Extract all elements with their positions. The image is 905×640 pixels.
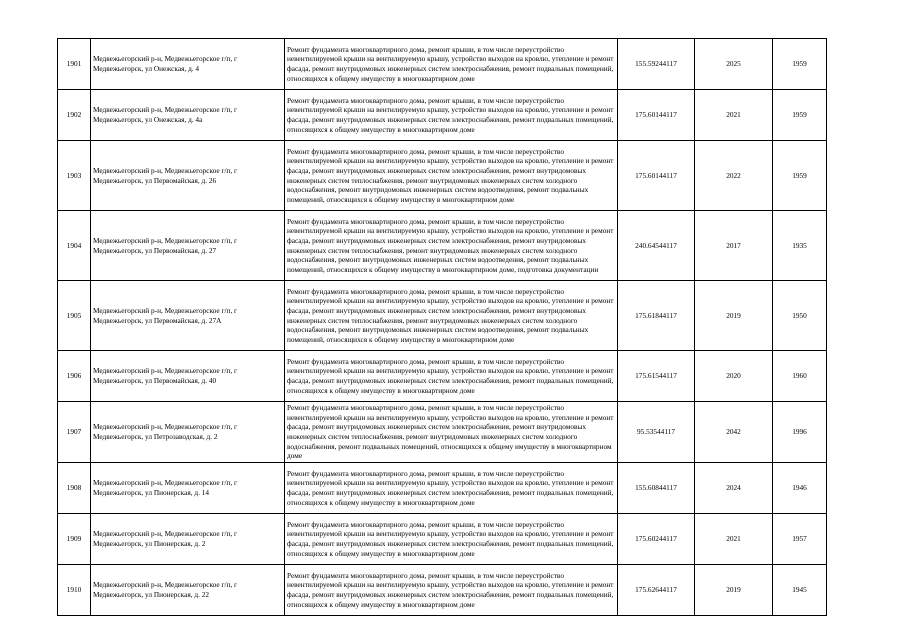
- table-row: [58, 141, 827, 211]
- cost-cell: 175.62644117: [618, 565, 695, 616]
- row-number: 1910: [58, 565, 91, 616]
- row-number: 1905: [58, 281, 91, 351]
- address-cell: Медвежьегорский р-н, Медвежьегорское г/п, г Медвежьегорск, ул Первомайская, д. 27А: [91, 281, 285, 351]
- cost-cell: 175.61844117: [618, 281, 695, 351]
- row-number: 1901: [58, 39, 91, 90]
- repair-year-cell: 2024: [695, 463, 773, 514]
- row-number: 1902: [58, 90, 91, 141]
- build-year-cell: 1945: [773, 565, 827, 616]
- address-cell: Медвежьегорский р-н, Медвежьегорское г/п, г Медвежьегорск, ул Пионерская, д. 14: [91, 463, 285, 514]
- table-row: [58, 90, 827, 141]
- build-year-cell: 1946: [773, 463, 827, 514]
- repair-year-cell: 2020: [695, 351, 773, 402]
- works-cell: Ремонт фундамента многоквартирного дома, ремонт крыши, в том числе переустройство невентилируемой крыши на вентилируемую крышу, устройство выходов на кровлю, утепление и ремонт фасада, ремонт внутридомовых инженерных систем электроснабжения, ремонт подвальных помещений, относящихся к общему имуществу в многоквартирном доме: [285, 90, 618, 141]
- works-cell: Ремонт фундамента многоквартирного дома, ремонт крыши, в том числе переустройство невентилируемой крыши на вентилируемую крышу, устройство выходов на кровлю, утепление и ремонт фасада, ремонт внутридомовых инженерных систем электроснабжения, ремонт подвальных помещений, относящихся к общему имуществу в многоквартирном доме: [285, 39, 618, 90]
- cost-cell: 155.60844117: [618, 463, 695, 514]
- build-year-cell: 1960: [773, 351, 827, 402]
- works-cell: Ремонт фундамента многоквартирного дома, ремонт крыши, в том числе переустройство невентилируемой крыши на вентилируемую крышу, устройство выходов на кровлю, утепление и ремонт фасада, ремонт внутридомовых инженерных систем электроснабжения, ремонт внутридомовых инженерных систем теплоснабжения, ремонт внутридомовых инженерных систем холодного водоснабжения, ремонт подвальных помещений, относящихся к общему имуществу в многоквартирном доме: [285, 402, 618, 463]
- build-year-cell: 1959: [773, 39, 827, 90]
- cost-cell: 240.64544117: [618, 211, 695, 281]
- address-cell: Медвежьегорский р-н, Медвежьегорское г/п, г Медвежьегорск, ул Онежская, д. 4а: [91, 90, 285, 141]
- build-year-cell: 1950: [773, 281, 827, 351]
- build-year-cell: 1996: [773, 402, 827, 463]
- works-cell: Ремонт фундамента многоквартирного дома, ремонт крыши, в том числе переустройство невентилируемой крыши на вентилируемую крышу, устройство выходов на кровлю, утепление и ремонт фасада, ремонт внутридомовых инженерных систем электроснабжения, ремонт подвальных помещений, относящихся к общему имуществу в многоквартирном доме: [285, 351, 618, 402]
- works-cell: Ремонт фундамента многоквартирного дома, ремонт крыши, в том числе переустройство невентилируемой крыши на вентилируемую крышу, устройство выходов на кровлю, утепление и ремонт фасада, ремонт внутридомовых инженерных систем электроснабжения, ремонт внутридомовых инженерных систем теплоснабжения, ремонт внутридомовых инженерных систем холодного водоснабжения, ремонт внутридомовых инженерных систем водоотведения, ремонт подвальных помещений, относящихся к общему имуществу в многоквартирном доме: [285, 141, 618, 211]
- address-cell: Медвежьегорский р-н, Медвежьегорское г/п, г Медвежьегорск, ул Пионерская, д. 22: [91, 565, 285, 616]
- cost-cell: 95.53544117: [618, 402, 695, 463]
- cost-cell: 155.59244117: [618, 39, 695, 90]
- repair-year-cell: 2021: [695, 90, 773, 141]
- build-year-cell: 1957: [773, 514, 827, 565]
- address-cell: Медвежьегорский р-н, Медвежьегорское г/п, г Медвежьегорск, ул Первомайская, д. 40: [91, 351, 285, 402]
- cost-cell: 175.60144117: [618, 90, 695, 141]
- capital-repair-table: [57, 38, 827, 616]
- repair-year-cell: 2019: [695, 565, 773, 616]
- row-number: 1906: [58, 351, 91, 402]
- address-cell: Медвежьегорский р-н, Медвежьегорское г/п, г Медвежьегорск, ул Первомайская, д. 27: [91, 211, 285, 281]
- build-year-cell: 1959: [773, 141, 827, 211]
- row-number: 1904: [58, 211, 91, 281]
- address-cell: Медвежьегорский р-н, Медвежьегорское г/п, г Медвежьегорск, ул Первомайская, д. 26: [91, 141, 285, 211]
- cost-cell: 175.60244117: [618, 514, 695, 565]
- address-cell: Медвежьегорский р-н, Медвежьегорское г/п, г Медвежьегорск, ул Пионерская, д. 2: [91, 514, 285, 565]
- works-cell: Ремонт фундамента многоквартирного дома, ремонт крыши, в том числе переустройство невентилируемой крыши на вентилируемую крышу, устройство выходов на кровлю, утепление и ремонт фасада, ремонт внутридомовых инженерных систем электроснабжения, ремонт подвальных помещений, относящихся к общему имуществу в многоквартирном доме: [285, 565, 618, 616]
- build-year-cell: 1935: [773, 211, 827, 281]
- row-number: 1907: [58, 402, 91, 463]
- row-number: 1903: [58, 141, 91, 211]
- table-row: [58, 39, 827, 90]
- repair-year-cell: 2042: [695, 402, 773, 463]
- table-row: [58, 565, 827, 616]
- works-cell: Ремонт фундамента многоквартирного дома, ремонт крыши, в том числе переустройство невентилируемой крыши на вентилируемую крышу, устройство выходов на кровлю, утепление и ремонт фасада, ремонт внутридомовых инженерных систем электроснабжения, ремонт внутридомовых инженерных систем теплоснабжения, ремонт внутридомовых инженерных систем холодного водоснабжения, ремонт внутридомовых инженерных систем водоотведения, ремонт подвальных помещений, относящихся к общему имуществу в многоквартирном доме, подготовка документации: [285, 211, 618, 281]
- repair-year-cell: 2021: [695, 514, 773, 565]
- table-row: [58, 351, 827, 402]
- build-year-cell: 1959: [773, 90, 827, 141]
- works-cell: Ремонт фундамента многоквартирного дома, ремонт крыши, в том числе переустройство невентилируемой крыши на вентилируемую крышу, устройство выходов на кровлю, утепление и ремонт фасада, ремонт внутридомовых инженерных систем электроснабжения, ремонт внутридомовых инженерных систем теплоснабжения, ремонт внутридомовых инженерных систем холодного водоснабжения, ремонт внутридомовых инженерных систем водоотведения, ремонт подвальных помещений, относящихся к общему имуществу в многоквартирном доме: [285, 281, 618, 351]
- repair-year-cell: 2022: [695, 141, 773, 211]
- repair-year-cell: 2017: [695, 211, 773, 281]
- table-row: [58, 463, 827, 514]
- table-row: [58, 211, 827, 281]
- cost-cell: 175.61544117: [618, 351, 695, 402]
- table-row: [58, 514, 827, 565]
- works-cell: Ремонт фундамента многоквартирного дома, ремонт крыши, в том числе переустройство невентилируемой крыши на вентилируемую крышу, устройство выходов на кровлю, утепление и ремонт фасада, ремонт внутридомовых инженерных систем электроснабжения, ремонт подвальных помещений, относящихся к общему имуществу в многоквартирном доме: [285, 463, 618, 514]
- cost-cell: 175.60144117: [618, 141, 695, 211]
- works-cell: Ремонт фундамента многоквартирного дома, ремонт крыши, в том числе переустройство невентилируемой крыши на вентилируемую крышу, устройство выходов на кровлю, утепление и ремонт фасада, ремонт внутридомовых инженерных систем электроснабжения, ремонт подвальных помещений, относящихся к общему имуществу в многоквартирном доме: [285, 514, 618, 565]
- row-number: 1909: [58, 514, 91, 565]
- repair-year-cell: 2025: [695, 39, 773, 90]
- table-row: [58, 281, 827, 351]
- address-cell: Медвежьегорский р-н, Медвежьегорское г/п, г Медвежьегорск, ул Онежская, д. 4: [91, 39, 285, 90]
- table-row: [58, 402, 827, 463]
- address-cell: Медвежьегорский р-н, Медвежьегорское г/п, г Медвежьегорск, ул Петрозаводская, д. 2: [91, 402, 285, 463]
- row-number: 1908: [58, 463, 91, 514]
- repair-year-cell: 2019: [695, 281, 773, 351]
